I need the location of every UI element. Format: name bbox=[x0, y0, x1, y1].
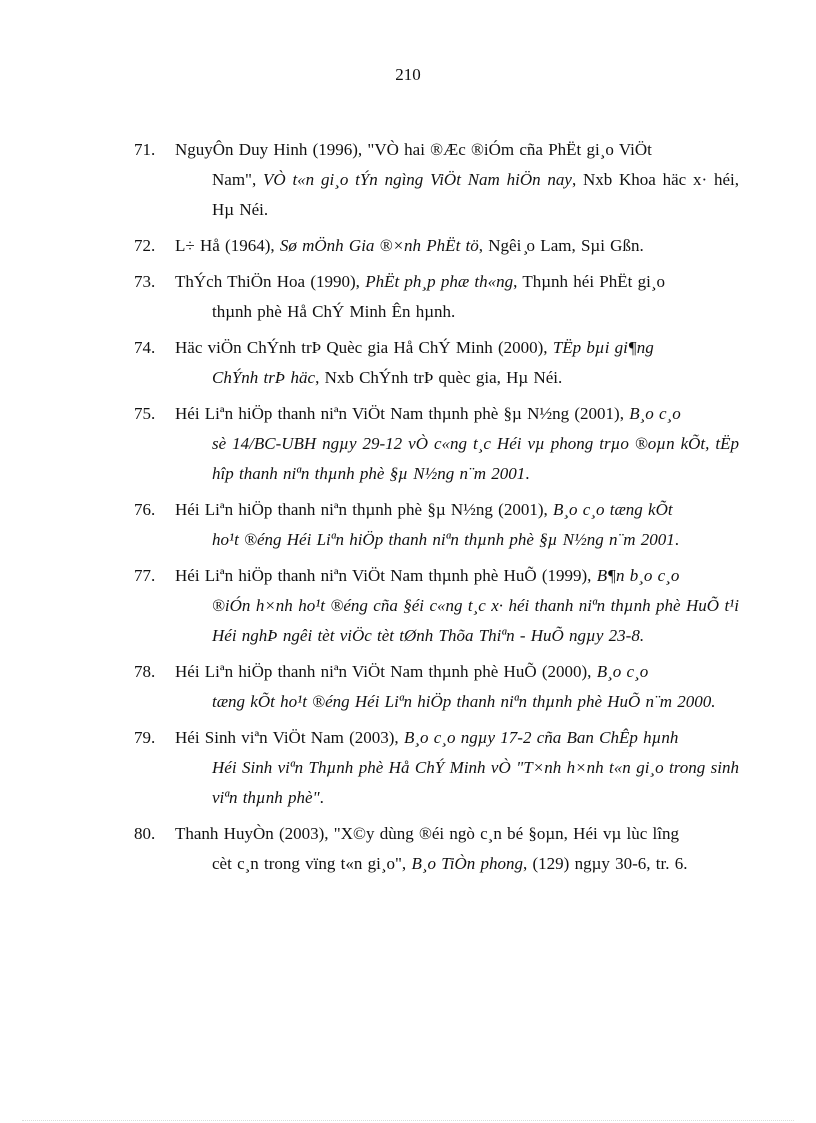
reference-title: trong sinh viªn thµnh phè" bbox=[212, 758, 740, 807]
reference-text: . bbox=[525, 464, 530, 483]
reference-title: B¸o c¸o ngµy 17-2 cña Ban ChÊp hµnh bbox=[403, 728, 679, 747]
reference-title: B¸o c¸o bbox=[629, 404, 681, 423]
reference-text: , Nxb Khoa häc x· bbox=[571, 170, 708, 189]
reference-continuation bbox=[175, 363, 739, 393]
reference-text: L÷ Hå (1964), bbox=[175, 236, 280, 255]
reference-text: Häc viÖn ChÝnh trÞ Quèc gia Hå ChÝ Minh (2000), bbox=[175, 338, 553, 357]
reference-item bbox=[134, 399, 739, 489]
reference-title: ho¹t ®éng Héi Liªn hiÖp thanh niªn thµnh phè §µ N½ng n¨m 2001 bbox=[212, 530, 675, 549]
reference-text: Héi Liªn hiÖp thanh niªn ViÖt Nam thµnh phè §µ N½ng (2001), bbox=[175, 404, 630, 423]
reference-title: sè 14/BC-UBH ngµy 29-12 vÒ c«ng t¸c Héi vµ phong trµo ®oµn bbox=[212, 434, 675, 453]
reference-number: 80. bbox=[134, 824, 156, 843]
reference-item bbox=[134, 135, 739, 225]
reference-continuation bbox=[175, 753, 739, 813]
reference-list bbox=[134, 135, 739, 885]
reference-text: Héi Sinh viªn ViÖt Nam (2003), bbox=[175, 728, 404, 747]
reference-title: B¸o c¸o bbox=[596, 662, 649, 681]
reference-text: cèt c¸n trong vïng t«n gi¸o", bbox=[212, 854, 412, 873]
reference-text: , (129) ngµy 30-6, tr. 6. bbox=[523, 854, 688, 873]
reference-title: HuÕ t¹i Héi nghÞ ngêi tèt viÖc tèt tØnh Thõa Thiªn - HuÕ ngµy 23- bbox=[212, 596, 739, 645]
reference-text: NguyÔn Duy Hinh (1996), "VÒ hai ®Æc ®iÓm cña PhËt gi¸o ViÖt bbox=[175, 140, 652, 159]
reference-text: , Nxb ChÝnh trÞ quèc gia, Hµ Néi. bbox=[315, 368, 563, 387]
reference-text: thµnh phè Hå ChÝ Minh Ên hµnh. bbox=[212, 302, 456, 321]
reference-number: 71. bbox=[134, 140, 156, 159]
reference-title: B¸o c¸o tæng kÕt bbox=[552, 500, 673, 519]
reference-number: 74. bbox=[134, 338, 156, 357]
reference-title: B¶n b¸o c¸o bbox=[596, 566, 680, 585]
reference-item bbox=[134, 333, 739, 393]
reference-title: Sø mÖnh Gia ®×nh PhËt tö bbox=[279, 236, 479, 255]
reference-item bbox=[134, 561, 739, 651]
reference-title: kÕt, tËp hîp thanh niªn thµnh phè §µ N½ng n¨m 2001 bbox=[212, 434, 740, 483]
reference-number: 78. bbox=[134, 662, 156, 681]
page-number: 210 bbox=[395, 65, 421, 84]
reference-item bbox=[134, 657, 739, 717]
reference-item bbox=[134, 495, 739, 555]
reference-item bbox=[134, 267, 739, 327]
reference-number: 77. bbox=[134, 566, 156, 585]
reference-title: PhËt ph¸p phæ th«ng bbox=[365, 272, 514, 291]
reference-text: Héi Liªn hiÖp thanh niªn ViÖt Nam thµnh phè HuÕ (2000), bbox=[175, 662, 597, 681]
reference-item bbox=[134, 819, 739, 879]
reference-item bbox=[134, 231, 739, 261]
reference-text: Nam", bbox=[212, 170, 264, 189]
reference-text: Thanh HuyÒn (2003), "X©y dùng ®éi ngò c¸n bé §oµn, Héi vµ lùc lîng bbox=[175, 824, 679, 843]
reference-number: 79. bbox=[134, 728, 156, 747]
reference-title: tæng kÕt ho¹t ®éng Héi Liªn hiÖp thanh niªn thµnh phè HuÕ n¨m bbox=[212, 692, 672, 711]
reference-title: 2000. bbox=[677, 692, 716, 711]
reference-continuation bbox=[175, 687, 739, 717]
reference-number: 72. bbox=[134, 236, 156, 255]
reference-title: VÒ t«n gi¸o tÝn ngìng ViÖt Nam hiÖn nay bbox=[263, 170, 572, 189]
reference-text: . bbox=[674, 530, 679, 549]
reference-text: ThÝch ThiÖn Hoa (1990), bbox=[175, 272, 366, 291]
reference-number: 75. bbox=[134, 404, 156, 423]
reference-text: . bbox=[319, 788, 324, 807]
reference-continuation bbox=[175, 525, 739, 555]
reference-continuation bbox=[175, 591, 739, 651]
reference-title: ChÝnh trÞ häc bbox=[212, 368, 316, 387]
reference-title: 8. bbox=[631, 626, 645, 645]
reference-number: 76. bbox=[134, 500, 156, 519]
reference-continuation bbox=[175, 429, 739, 489]
reference-text: Héi Liªn hiÖp thanh niªn thµnh phè §µ N½ng (2001), bbox=[175, 500, 553, 519]
reference-title: ®iÓn h×nh ho¹t ®éng cña §éi c«ng t¸c x· héi thanh niªn thµnh phè bbox=[212, 596, 681, 615]
reference-title: TËp bµi gi¶ng bbox=[552, 338, 654, 357]
reference-continuation bbox=[175, 165, 739, 225]
reference-text: , Ngêi ̧o Lam, Sµi Gßn. bbox=[478, 236, 644, 255]
reference-item bbox=[134, 723, 739, 813]
reference-continuation bbox=[175, 849, 739, 879]
reference-text: Héi Liªn hiÖp thanh niªn ViÖt Nam thµnh phè HuÕ (1999), bbox=[175, 566, 597, 585]
reference-text: , Thµnh héi PhËt gi¸o bbox=[513, 272, 665, 291]
reference-continuation bbox=[175, 297, 739, 327]
reference-number: 73. bbox=[134, 272, 156, 291]
reference-title: Héi Sinh viªn Thµnh phè Hå ChÝ Minh vÒ "T×nh h×nh t«n gi¸o bbox=[212, 758, 664, 777]
reference-title: B¸o TiÒn phong bbox=[411, 854, 523, 873]
page-bottom-rule bbox=[22, 1120, 794, 1121]
reference-text: héi, Hµ Néi. bbox=[212, 170, 739, 219]
